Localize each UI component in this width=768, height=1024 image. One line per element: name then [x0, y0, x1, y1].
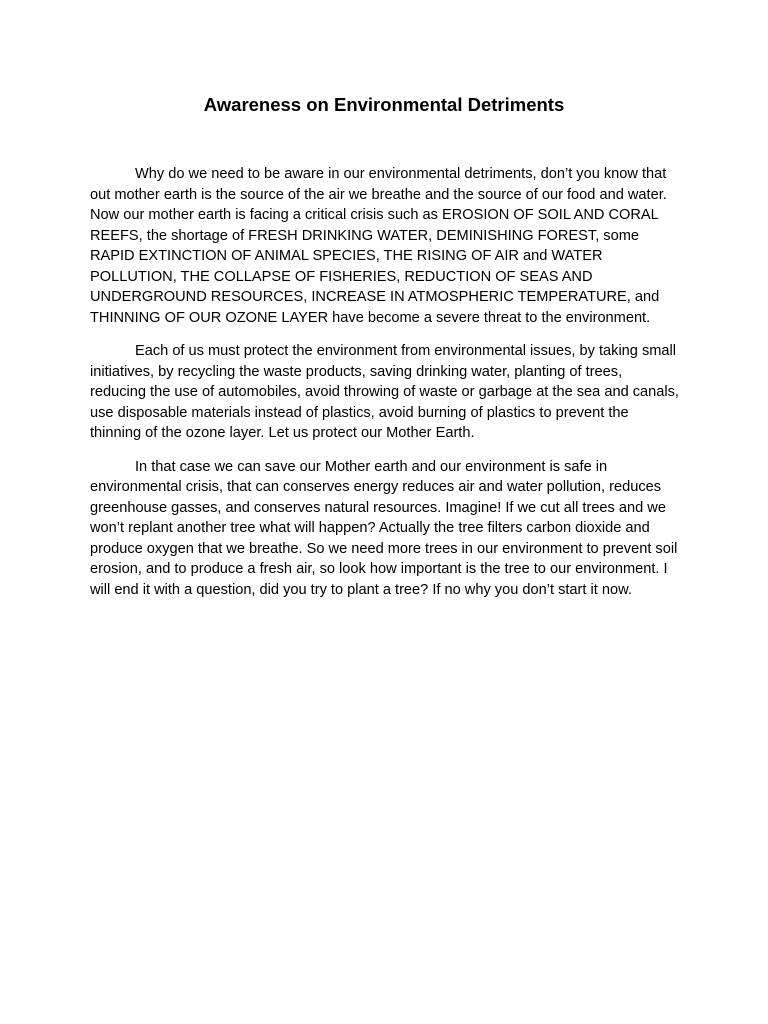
document-title: Awareness on Environmental Detriments — [203, 94, 565, 115]
paragraph-2: Each of us must protect the environment from environmental issues, by taking small initiatives, by recycling the waste products, saving drinking water, planting of trees, reducing the use of automobiles, avoid throwing of waste or garbage at the sea and canals, use disposable materials instead of plastics, avoid burning of plastics to prevent the thinning of the ozone layer. Let us protect our Mother Earth. — [90, 343, 679, 441]
paragraph-1: Why do we need to be aware in our environmental detriments, don’t you know that out mother earth is the source of the air we breathe and the source of our food and water. Now our mother earth is facing a critical crisis such as EROSION OF SOIL AND CORAL REEFS, the shortage of FRESH DRINKING WATER, DEMINISHING FOREST, some RAPID EXTINCTION OF ANIMAL SPECIES, THE RISING OF AIR and WATER POLLUTION, THE COLLAPSE OF FISHERIES, REDUCTION OF SEAS AND UNDERGROUND RESOURCES, INCREASE IN ATMOSPHERIC TEMPERATURE, and THINNING OF OUR OZONE LAYER have become a severe threat to the environment. — [90, 166, 667, 326]
paragraph-3: In that case we can save our Mother earth and our environment is safe in environmental crisis, that can conserves energy reduces air and water pollution, reduces greenhouse gasses, and conserves natural resources. Imagine! If we cut all trees and we won’t replant another tree what will happen? Actually the tree filters carbon dioxide and produce oxygen that we breathe. So we need more trees in our environment to prevent soil erosion, and to produce a fresh air, so look how important is the tree to our environment. I will end it with a question, did you try to plant a tree? If no why you don’t start it now. — [90, 458, 678, 598]
document-body — [90, 164, 682, 613]
